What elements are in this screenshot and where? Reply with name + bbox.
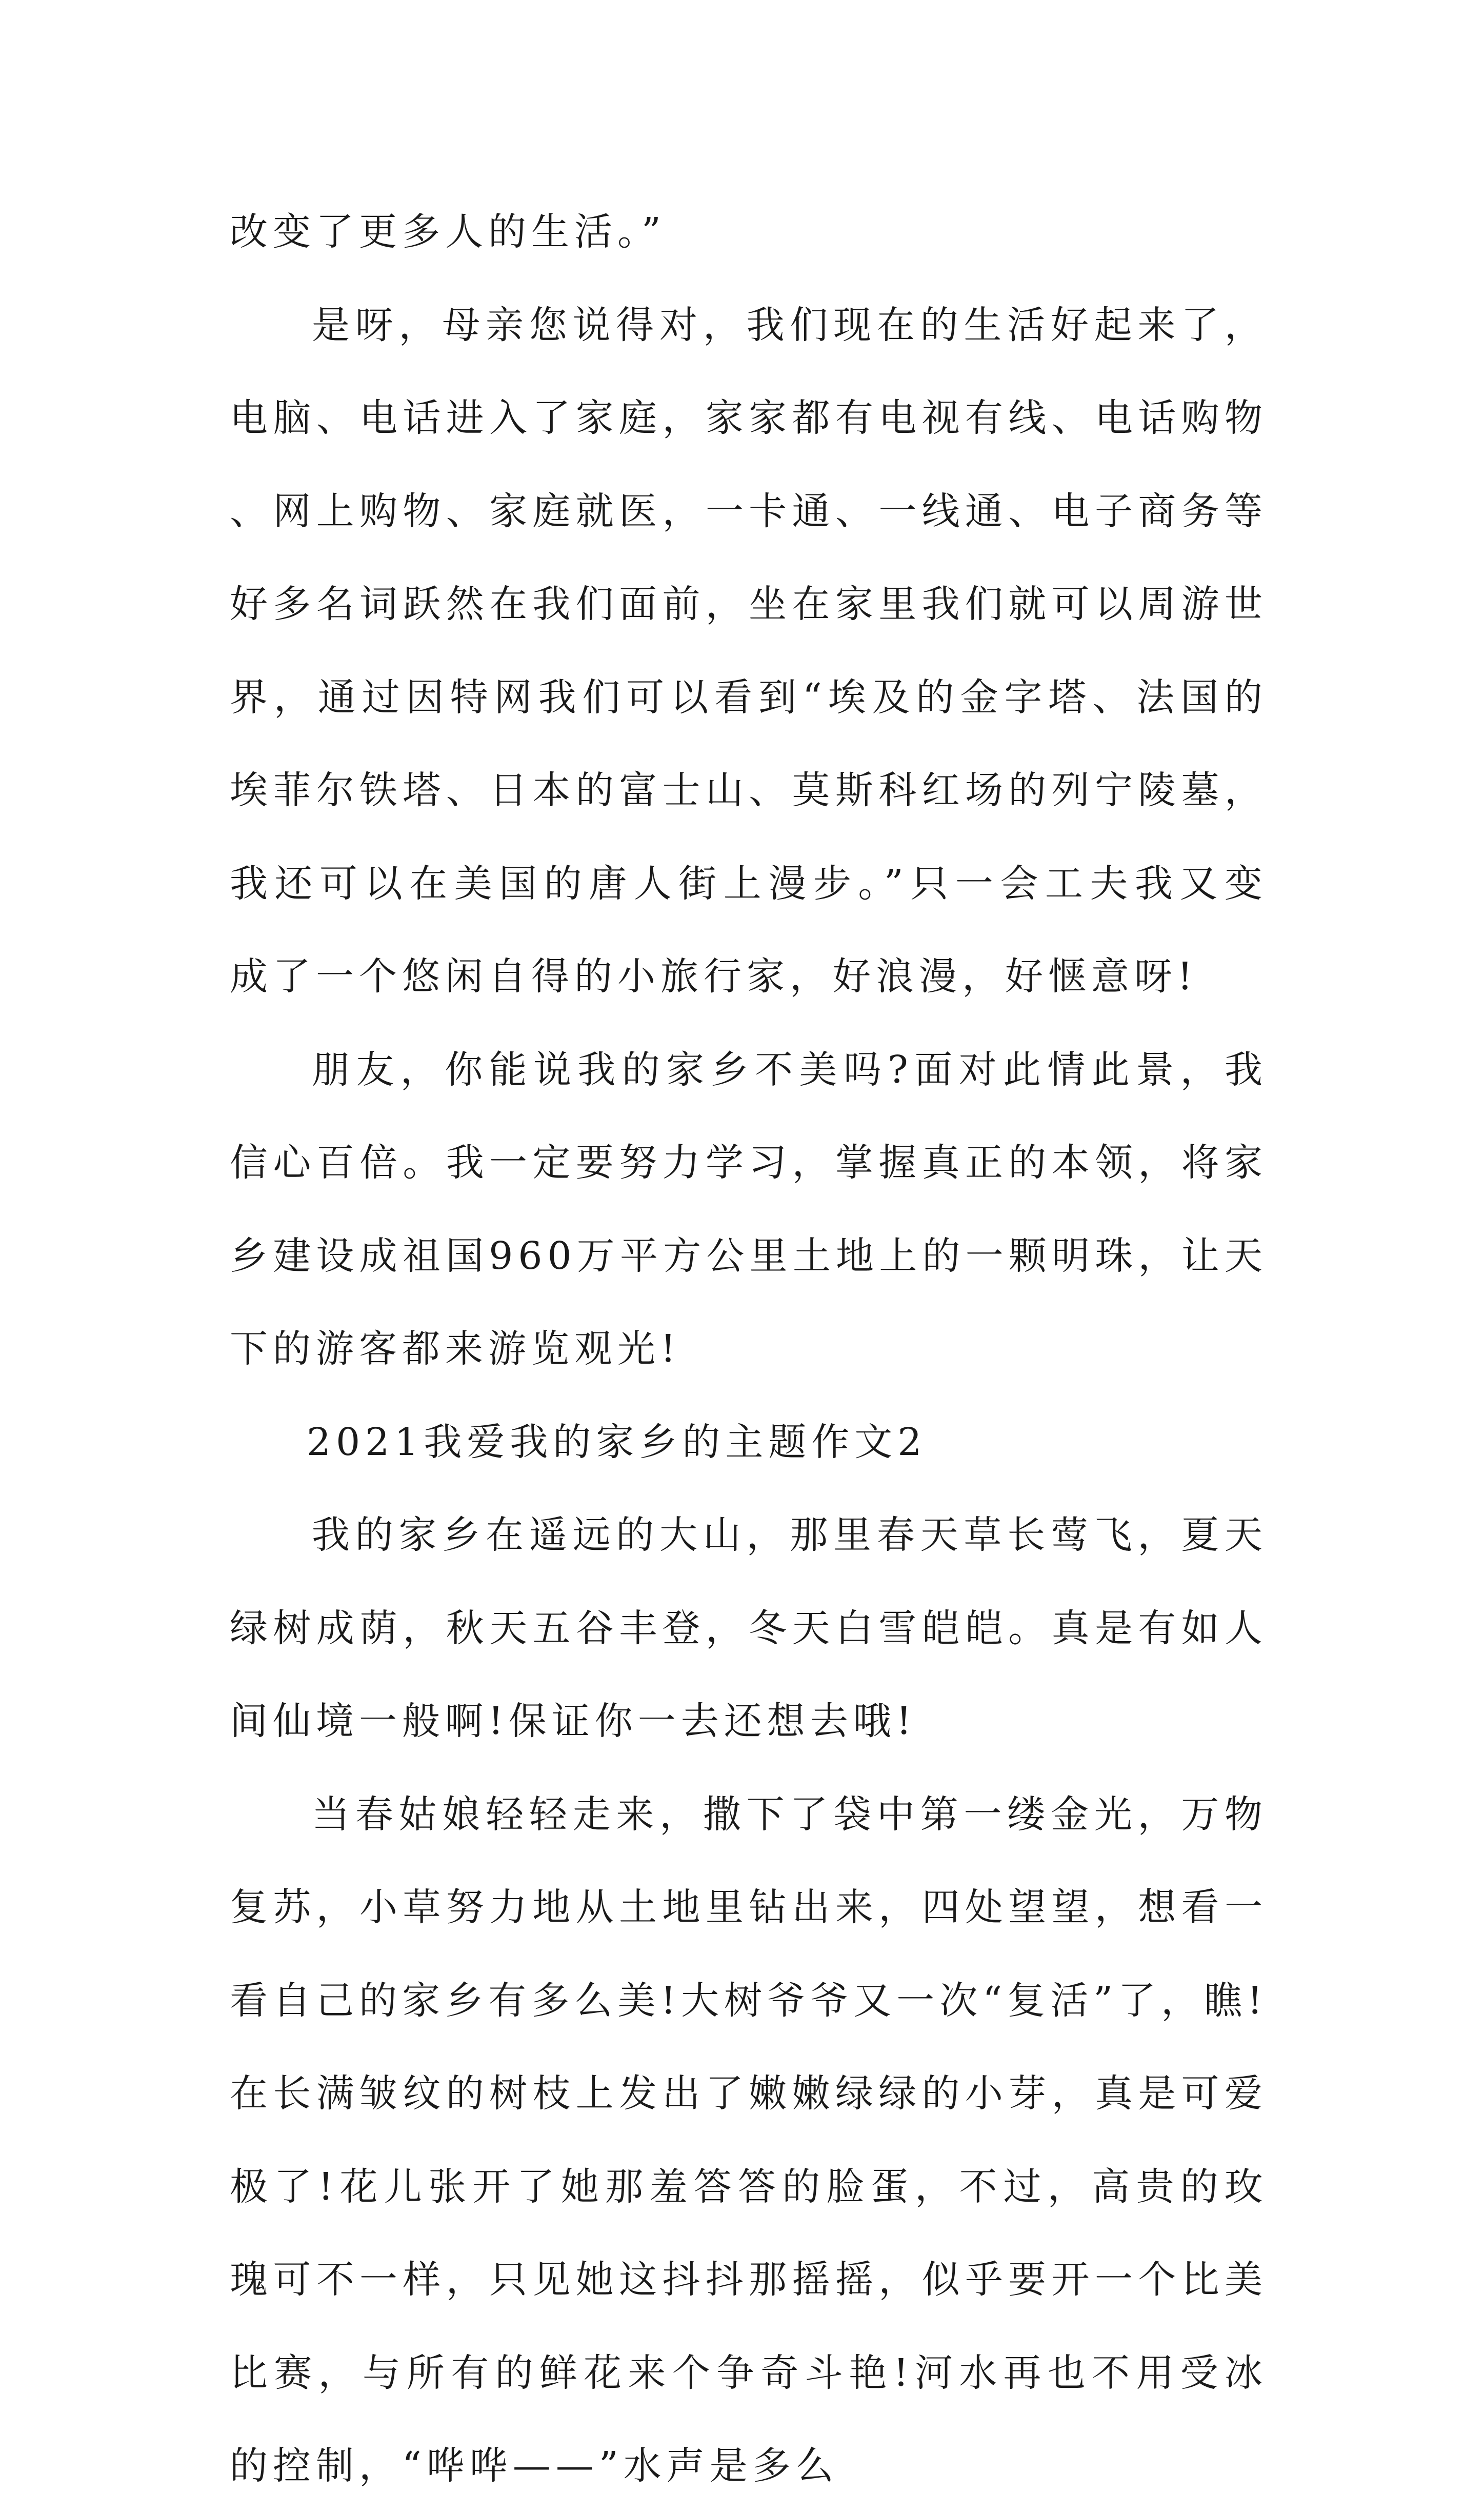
paragraph-3: 朋友，你能说我的家乡不美吗?面对此情此景，我信心百倍。我一定要努力学习，掌握真正的本领，将家乡建设成祖国960万平方公里土地上的一颗明珠，让天下的游客都来游览观光!	[230, 1047, 1268, 1371]
paragraph-4: 我的家乡在遥远的大山，那里春天草长莺飞，夏天绿树成荫，秋天五谷丰登，冬天白雪皑皑。真是有如人间仙境一般啊!保证你一去还想去哦!	[230, 1513, 1268, 1743]
document-page	[230, 186, 1268, 2513]
paragraph-1: 改变了更多人的生活。”	[230, 210, 666, 254]
paragraph-2: 是呀，母亲您说得对，我们现在的生活好起来了，电脑、电话进入了家庭，家家都有电视有线、电话购物、网上购物、家庭就医，一卡通、一线通、电子商务等好多名词跃然在我们面前，坐在家里我们就可以周游世界，通过因特网我们可以看到“埃及的金字塔、法国的埃菲尔铁塔、日本的富士山、莫斯科红场的列宁陵墓，我还可以在美国的唐人街上漫步。”只一会工夫我又变成了一个悠闲自得的小旅行家，好浪漫，好惬意呀!	[230, 303, 1268, 999]
paragraph-5: 当春姑娘轻轻走来，撒下了袋中第一缕金光，万物复苏，小草努力地从土地里钻出来，四处望望，想看一看自己的家乡有多么美!大树爷爷又一次“复活”了，瞧!在长满皱纹的树枝上发出了嫩嫩绿绿的小芽，真是可爱极了!花儿张开了她那羞答答的脸蛋，不过，高贵的玫瑰可不一样，只见她这抖抖那摇摇，似乎要开一个比美比赛，与所有的鲜花来个争奇斗艳!河水再也不用受冰的控制，“哗哗——”水声是多么	[230, 1792, 1268, 2488]
essay-heading: 2021我爱我的家乡的主题作文2	[307, 1420, 927, 1464]
